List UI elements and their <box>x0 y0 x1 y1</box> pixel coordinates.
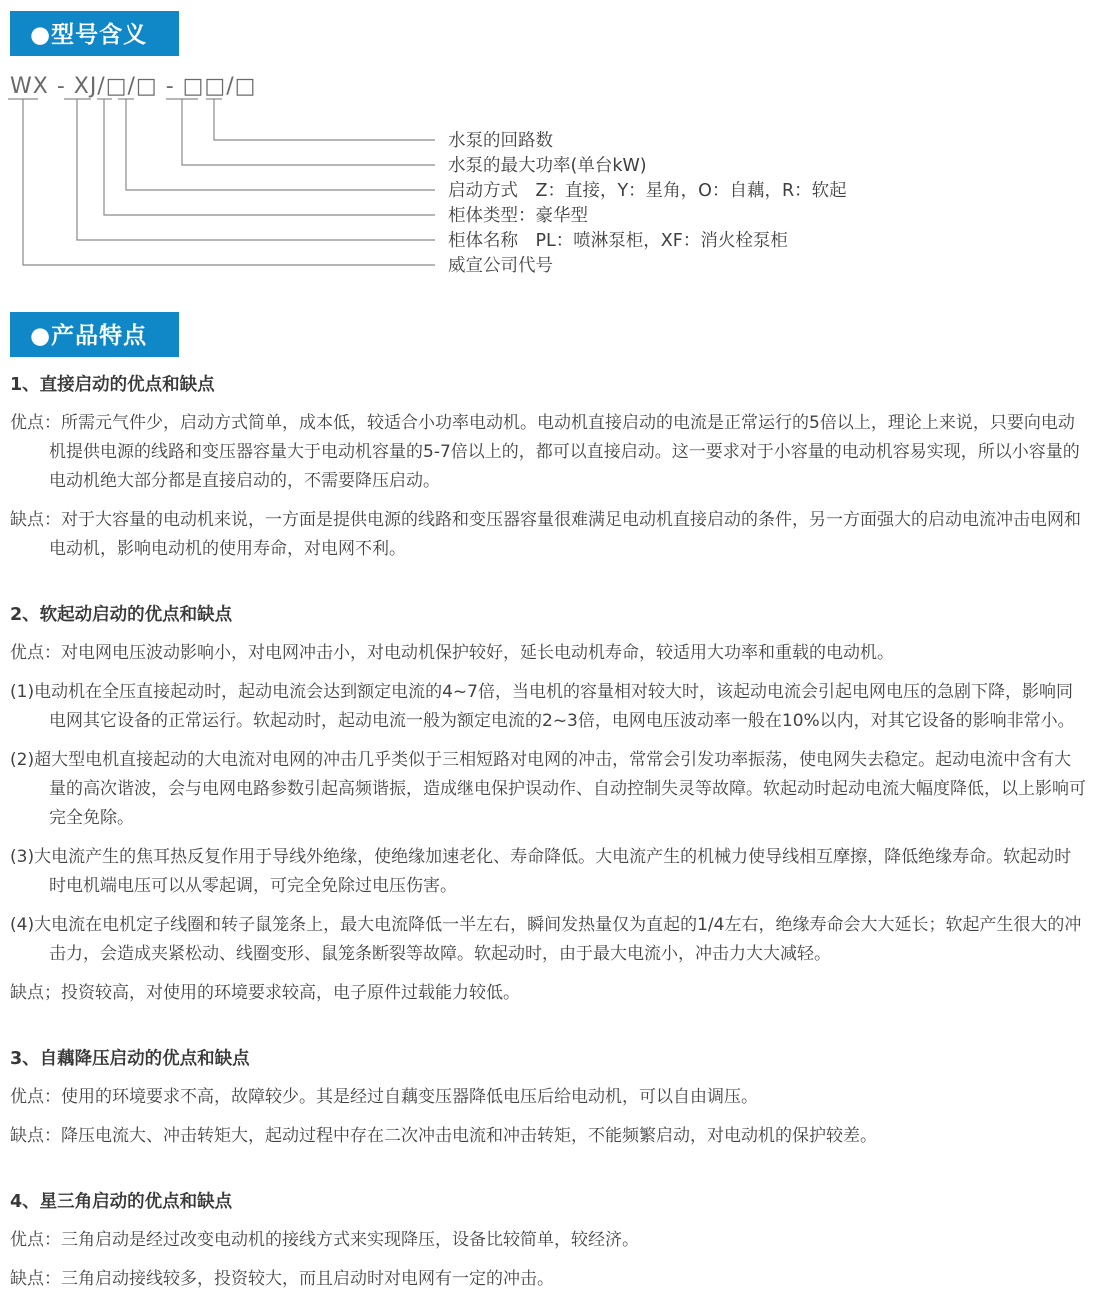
section-soft-start <box>10 601 1088 1008</box>
section-title: 1、直接启动的优点和缺点 <box>10 375 215 395</box>
diagram-label-start-mode: 启动方式 Z：直接，Y：星角，O：自藕，R：软起 <box>448 181 847 201</box>
model-code-diagram <box>0 68 1100 286</box>
diagram-label-power: 水泵的最大功率(单台kW) <box>448 156 647 176</box>
disadvantages-paragraph: 缺点：对于大容量的电动机来说，一方面是提供电源的线路和变压器容量很难满足电动机直接启动的条件，另一方面强大的启动电流冲击电网和电动机，影响电动机的使用寿命，对电网不利。 <box>10 510 1081 559</box>
diagram-label-company-code: 威宣公司代号 <box>448 256 553 276</box>
diagram-label-cabinet-type: 柜体类型：豪华型 <box>448 206 588 226</box>
disadvantages-paragraph: 缺点；投资较高，对使用的环境要求较高，电子原件过载能力较低。 <box>10 983 520 1003</box>
section-title: 2、软起动启动的优点和缺点 <box>10 605 233 625</box>
model-meaning-header: ●型号含义 <box>10 11 179 56</box>
section-direct-start <box>10 371 1088 564</box>
diagram-label-cabinet-name: 柜体名称 PL：喷淋泵柜，XF：消火栓泵柜 <box>448 231 788 251</box>
section-autotransformer-start <box>10 1045 1088 1151</box>
section-title: 3、自藕降压启动的优点和缺点 <box>10 1049 250 1069</box>
point-4-paragraph: (4)大电流在电机定子线圈和转子鼠笼条上，最大电流降低一半左右，瞬间发热量仅为直起的1/4左右，绝缘寿命会大大延长；软起产生很大的冲击力，会造成夹紧松动、线圈变形、鼠笼条断裂等故障。软起动时，由于最大电流小，冲击力大大减轻。 <box>10 915 1082 964</box>
diagram-line-name <box>77 99 435 240</box>
diagram-line-circuits <box>214 99 435 140</box>
model-code-text: WX - XJ/□/□ - □□/□ <box>10 74 257 99</box>
advantages-paragraph: 优点：三角启动是经过改变电动机的接线方式来实现降压，设备比较简单，较经济。 <box>10 1230 639 1250</box>
advantages-paragraph: 优点：使用的环境要求不高，故障较少。其是经过自藕变压器降低电压后给电动机，可以自由调压。 <box>10 1087 758 1107</box>
diagram-line-power <box>182 99 435 165</box>
point-2-paragraph: (2)超大型电机直接起动的大电流对电网的冲击几乎类似于三相短路对电网的冲击，常常会引发功率振荡，使电网失去稳定。起动电流中含有大量的高次谐波，会与电网电路参数引起高频谐振，造成继电保护误动作、自动控制失灵等故障。软起动时起动电流大幅度降低，以上影响可完全免除。 <box>10 750 1086 828</box>
section-title: 4、星三角启动的优点和缺点 <box>10 1192 233 1212</box>
disadvantages-paragraph: 缺点：降压电流大、冲击转矩大，起动过程中存在二次冲击电流和冲击转矩，不能频繁启动，对电动机的保护较差。 <box>10 1126 877 1146</box>
section-star-delta-start <box>10 1188 1088 1294</box>
diagram-line-start <box>126 99 435 190</box>
point-3-paragraph: (3)大电流产生的焦耳热反复作用于导线外绝缘，使绝缘加速老化、寿命降低。大电流产生的机械力使导线相互摩擦，降低绝缘寿命。软起动时时电机端电压可以从零起调，可完全免除过电压伤害。 <box>10 847 1072 896</box>
features-body <box>10 371 1088 1294</box>
advantages-paragraph: 优点：所需元气件少，启动方式简单，成本低，较适合小功率电动机。电动机直接启动的电流是正常运行的5倍以上，理论上来说，只要向电动机提供电源的线路和变压器容量大于电动机容量的5-7倍以上的，都可以直接启动。这一要求对于小容量的电动机容易实现，所以小容量的电动机绝大部分都是直接启动的，不需要降压启动。 <box>10 413 1080 491</box>
product-features-header: ●产品特点 <box>10 312 179 357</box>
advantages-paragraph: 优点：对电网电压波动影响小，对电网冲击小，对电动机保护较好，延长电动机寿命，较适用大功率和重载的电动机。 <box>10 643 894 663</box>
diagram-label-circuits: 水泵的回路数 <box>448 131 553 151</box>
disadvantages-paragraph: 缺点：三角启动接线较多，投资较大，而且启动时对电网有一定的冲击。 <box>10 1269 554 1289</box>
diagram-line-type <box>104 99 435 215</box>
point-1-paragraph: (1)电动机在全压直接起动时，起动电流会达到额定电流的4~7倍，当电机的容量相对较大时，该起动电流会引起电网电压的急剧下降，影响同电网其它设备的正常运行。软起动时，起动电流一般为额定电流的2~3倍，电网电压波动率一般在10%以内，对其它设备的影响非常小。 <box>10 682 1075 731</box>
